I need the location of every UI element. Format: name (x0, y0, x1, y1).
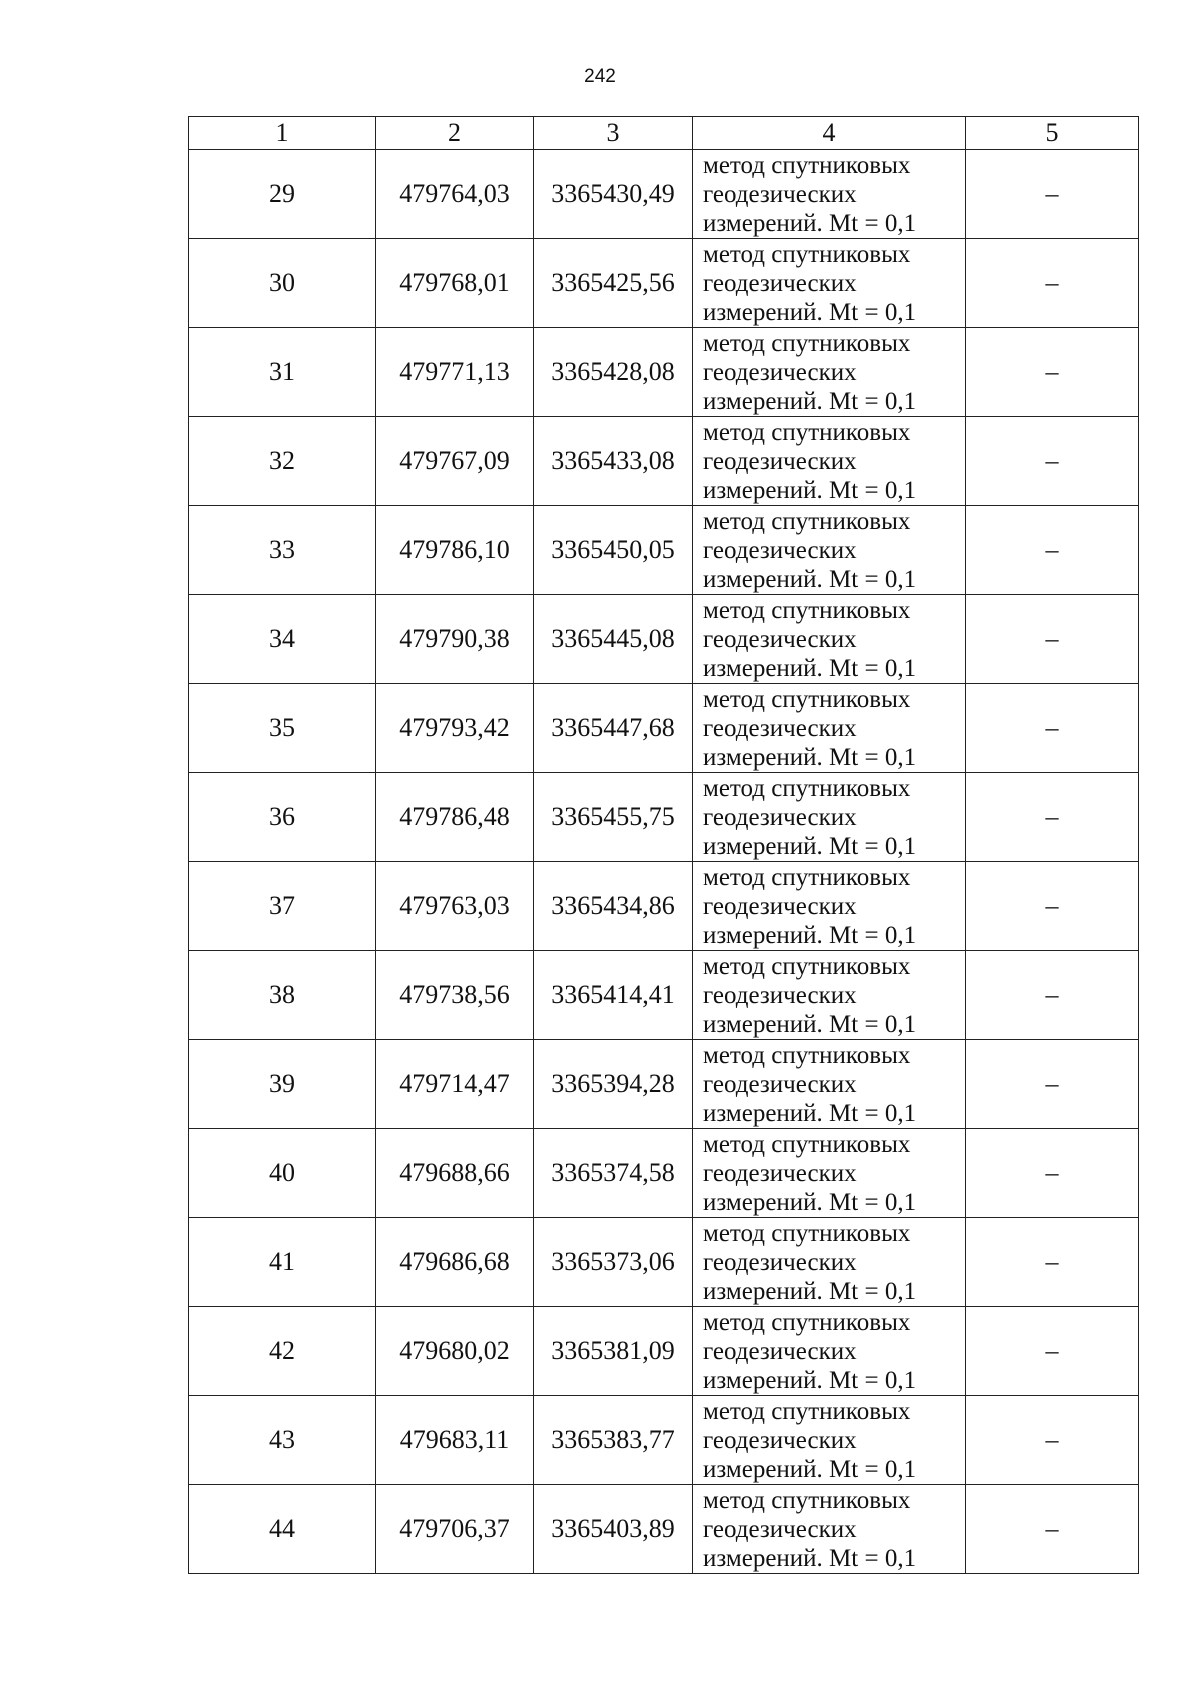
point-number-cell: 37 (189, 862, 376, 951)
point-number-cell: 31 (189, 328, 376, 417)
method-cell: метод спутниковых геодезических измерений. Mt = 0,1 (693, 1040, 966, 1129)
coordinate-y-cell: 3365430,49 (534, 150, 693, 239)
method-cell: метод спутниковых геодезических измерений. Mt = 0,1 (693, 328, 966, 417)
column-header: 4 (693, 117, 966, 150)
coordinate-y-cell: 3365450,05 (534, 506, 693, 595)
note-cell: – (966, 951, 1139, 1040)
table-row (189, 773, 1139, 862)
page-number: 242 (584, 66, 616, 87)
coordinate-x-cell: 479763,03 (376, 862, 534, 951)
coordinate-y-cell: 3365403,89 (534, 1485, 693, 1574)
method-cell: метод спутниковых геодезических измерений. Mt = 0,1 (693, 1307, 966, 1396)
note-cell: – (966, 239, 1139, 328)
point-number-cell: 40 (189, 1129, 376, 1218)
point-number-cell: 36 (189, 773, 376, 862)
coordinate-y-cell: 3365373,06 (534, 1218, 693, 1307)
point-number-cell: 35 (189, 684, 376, 773)
note-cell: – (966, 773, 1139, 862)
coordinate-x-cell: 479790,38 (376, 595, 534, 684)
method-cell: метод спутниковых геодезических измерений. Mt = 0,1 (693, 239, 966, 328)
method-cell: метод спутниковых геодезических измерений. Mt = 0,1 (693, 684, 966, 773)
coordinate-y-cell: 3365425,56 (534, 239, 693, 328)
table-row (189, 150, 1139, 239)
coordinate-y-cell: 3365414,41 (534, 951, 693, 1040)
note-cell: – (966, 1218, 1139, 1307)
coordinate-x-cell: 479793,42 (376, 684, 534, 773)
coordinate-x-cell: 479786,10 (376, 506, 534, 595)
method-cell: метод спутниковых геодезических измерений. Mt = 0,1 (693, 150, 966, 239)
coordinate-x-cell: 479714,47 (376, 1040, 534, 1129)
coordinate-x-cell: 479680,02 (376, 1307, 534, 1396)
method-cell: метод спутниковых геодезических измерений. Mt = 0,1 (693, 951, 966, 1040)
method-cell: метод спутниковых геодезических измерений. Mt = 0,1 (693, 773, 966, 862)
coordinate-x-cell: 479764,03 (376, 150, 534, 239)
note-cell: – (966, 150, 1139, 239)
coordinate-y-cell: 3365433,08 (534, 417, 693, 506)
note-cell: – (966, 1485, 1139, 1574)
coordinate-y-cell: 3365428,08 (534, 328, 693, 417)
point-number-cell: 39 (189, 1040, 376, 1129)
method-cell: метод спутниковых геодезических измерений. Mt = 0,1 (693, 1129, 966, 1218)
table-row (189, 1129, 1139, 1218)
table-row (189, 595, 1139, 684)
coordinate-x-cell: 479786,48 (376, 773, 534, 862)
point-number-cell: 32 (189, 417, 376, 506)
note-cell: – (966, 328, 1139, 417)
method-cell: метод спутниковых геодезических измерений. Mt = 0,1 (693, 1218, 966, 1307)
coordinate-x-cell: 479686,68 (376, 1218, 534, 1307)
point-number-cell: 33 (189, 506, 376, 595)
point-number-cell: 30 (189, 239, 376, 328)
note-cell: – (966, 862, 1139, 951)
table-row (189, 239, 1139, 328)
table-row (189, 1485, 1139, 1574)
coordinate-y-cell: 3365455,75 (534, 773, 693, 862)
method-cell: метод спутниковых геодезических измерений. Mt = 0,1 (693, 862, 966, 951)
column-header: 1 (189, 117, 376, 150)
method-cell: метод спутниковых геодезических измерений. Mt = 0,1 (693, 417, 966, 506)
note-cell: – (966, 506, 1139, 595)
note-cell: – (966, 1129, 1139, 1218)
point-number-cell: 44 (189, 1485, 376, 1574)
point-number-cell: 42 (189, 1307, 376, 1396)
coordinate-y-cell: 3365447,68 (534, 684, 693, 773)
header-row (189, 117, 1139, 150)
coordinate-x-cell: 479771,13 (376, 328, 534, 417)
table-row (189, 684, 1139, 773)
point-number-cell: 43 (189, 1396, 376, 1485)
table-row (189, 1307, 1139, 1396)
note-cell: – (966, 417, 1139, 506)
coordinate-y-cell: 3365434,86 (534, 862, 693, 951)
coordinate-y-cell: 3365394,28 (534, 1040, 693, 1129)
note-cell: – (966, 1040, 1139, 1129)
coordinate-y-cell: 3365383,77 (534, 1396, 693, 1485)
table-row (189, 1396, 1139, 1485)
table-row (189, 328, 1139, 417)
column-header: 2 (376, 117, 534, 150)
table-row (189, 862, 1139, 951)
table-row (189, 417, 1139, 506)
column-header: 3 (534, 117, 693, 150)
coordinates-table (188, 116, 1139, 1574)
point-number-cell: 34 (189, 595, 376, 684)
note-cell: – (966, 595, 1139, 684)
coordinate-x-cell: 479738,56 (376, 951, 534, 1040)
coordinate-y-cell: 3365374,58 (534, 1129, 693, 1218)
method-cell: метод спутниковых геодезических измерений. Mt = 0,1 (693, 595, 966, 684)
note-cell: – (966, 684, 1139, 773)
table-row (189, 506, 1139, 595)
point-number-cell: 38 (189, 951, 376, 1040)
note-cell: – (966, 1396, 1139, 1485)
coordinate-x-cell: 479688,66 (376, 1129, 534, 1218)
coordinate-y-cell: 3365381,09 (534, 1307, 693, 1396)
note-cell: – (966, 1307, 1139, 1396)
table-header (189, 117, 1139, 150)
point-number-cell: 29 (189, 150, 376, 239)
coordinate-y-cell: 3365445,08 (534, 595, 693, 684)
method-cell: метод спутниковых геодезических измерений. Mt = 0,1 (693, 1396, 966, 1485)
table-row (189, 1218, 1139, 1307)
table-body (189, 150, 1139, 1574)
point-number-cell: 41 (189, 1218, 376, 1307)
coordinate-x-cell: 479768,01 (376, 239, 534, 328)
column-header: 5 (966, 117, 1139, 150)
coordinate-x-cell: 479706,37 (376, 1485, 534, 1574)
coordinate-x-cell: 479767,09 (376, 417, 534, 506)
table-row (189, 1040, 1139, 1129)
method-cell: метод спутниковых геодезических измерений. Mt = 0,1 (693, 1485, 966, 1574)
method-cell: метод спутниковых геодезических измерений. Mt = 0,1 (693, 506, 966, 595)
coordinate-x-cell: 479683,11 (376, 1396, 534, 1485)
table-row (189, 951, 1139, 1040)
